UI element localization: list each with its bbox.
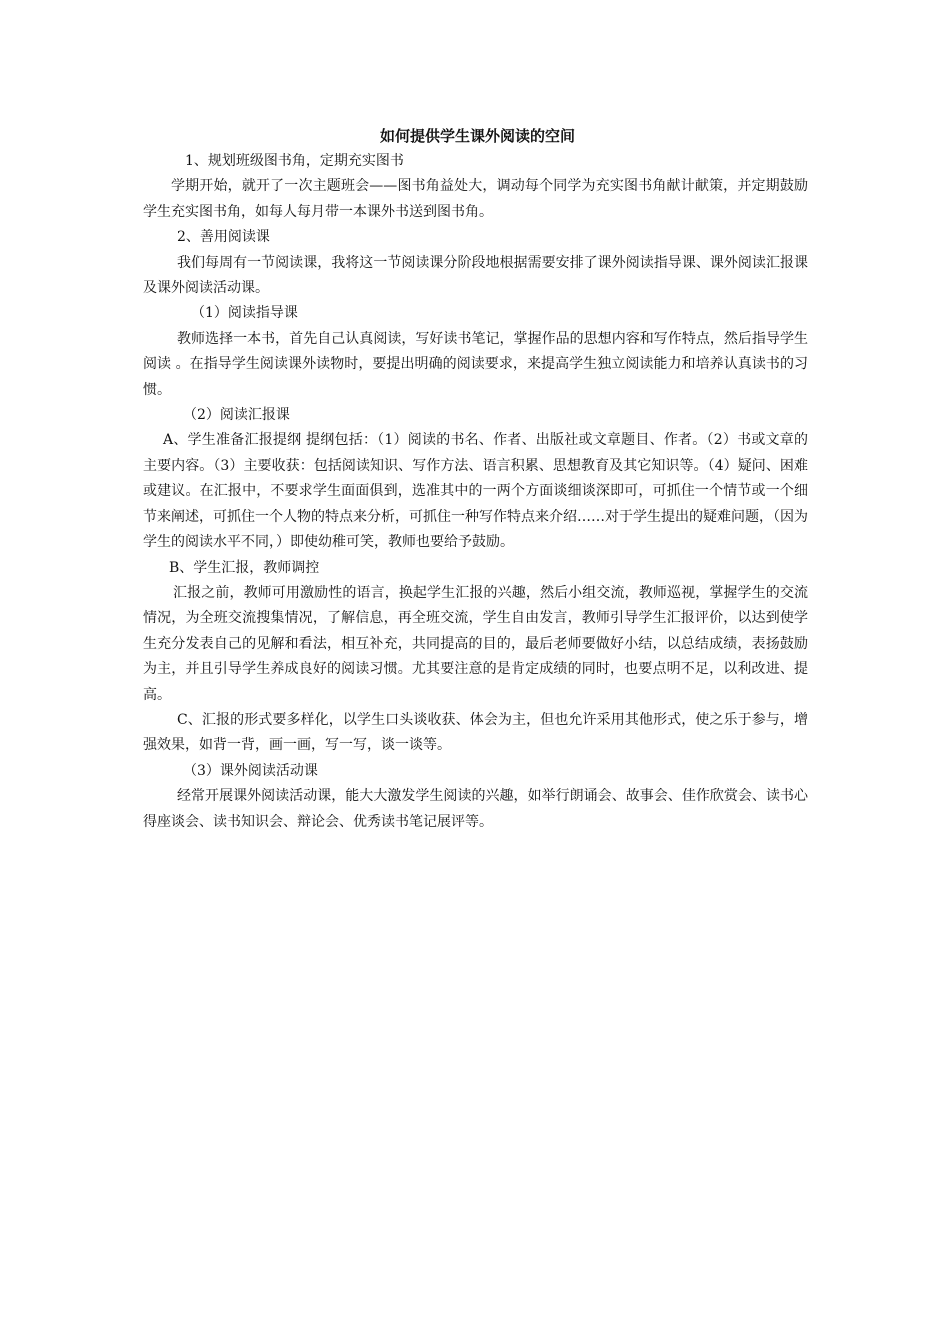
body-paragraph: 学期开始，就开了一次主题班会——图书角益处大，调动每个同学为充实图书角献计献策，并定期鼓励学生充实图书角，如每人每月带一本课外书送到图书角。 [143, 178, 808, 220]
document-title: 如何提供学生课外阅读的空间 [379, 127, 575, 145]
body-paragraph: 我们每周有一节阅读课，我将这一节阅读课分阶段地根据需要安排了课外阅读指导课、课外阅读汇报课及课外阅读活动课。 [143, 254, 808, 297]
subsection-heading-3: （3）课外阅读活动课 [183, 762, 318, 779]
section-heading-2: 2、善用阅读课 [177, 229, 270, 246]
body-paragraph: A、学生准备汇报提纲 提纲包括：（1）阅读的书名、作者、出版社或文章题目、作者。（2）书或文章的主要内容。（3）主要收获：包括阅读知识、写作方法、语言积累、思想教育及其它知识等。（4）疑问、困难或建议。在汇报中，不要求学生面面俱到，选准其中的一两个方面谈细谈深即可，可抓住一个情节或一个细节来阐述，可抓住一个人物的特点来分析，可抓住一种写作特点来介绍……对于学生提出的疑难问题，（因为学生的阅读水平不同，）即使幼稚可笑，教师也要给予鼓励。 [143, 432, 808, 551]
section-heading-1: 1、规划班级图书角，定期充实图书 [185, 153, 404, 169]
body-paragraph: 教师选择一本书，首先自己认真阅读，写好读书笔记，掌握作品的思想内容和写作特点，然后指导学生阅读 。在指导学生阅读课外读物时，要提出明确的阅读要求，来提高学生独立阅读能力和培养认真读书的习惯。 [143, 330, 808, 398]
item-heading-b: B、学生汇报，教师调控 [169, 559, 320, 576]
body-paragraph: C、汇报的形式要多样化，以学生口头谈收获、体会为主，但也允许采用其他形式，使之乐于参与，增强效果，如背一背，画一画，写一写，谈一谈等。 [143, 711, 808, 754]
subsection-heading-2: （2）阅读汇报课 [183, 407, 290, 424]
body-paragraph: 经常开展课外阅读活动课，能大大激发学生阅读的兴趣，如举行朗诵会、故事会、佳作欣赏会、读书心得座谈会、读书知识会、辩论会、优秀读书笔记展评等。 [143, 788, 808, 830]
subsection-heading-1: （1）阅读指导课 [191, 305, 298, 322]
body-paragraph: 汇报之前，教师可用激励性的语言，换起学生汇报的兴趣，然后小组交流，教师巡视，掌握学生的交流情况，为全班交流搜集情况，了解信息，再全班交流，学生自由发言，教师引导学生汇报评价，以达到使学生充分发表自己的见解和看法，相互补充，共同提高的目的，最后老师要做好小结，以总结成绩，表扬鼓励为主，并且引导学生养成良好的阅读习惯。尤其要注意的是肯定成绩的同时，也要点明不足，以利改进、提高。 [143, 584, 808, 703]
document-page [143, 124, 808, 835]
